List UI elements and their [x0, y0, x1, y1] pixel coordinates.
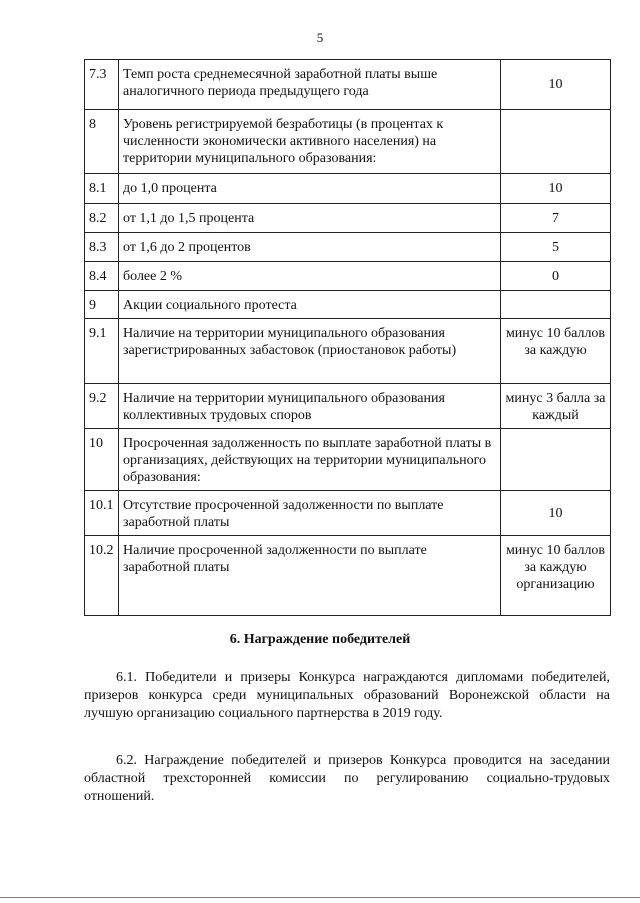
- row-number-cell: 9.1: [85, 319, 119, 384]
- row-number-cell: 8.1: [85, 174, 119, 204]
- row-description-cell: Просроченная задолженность по выплате заработной платы в организациях, действующих на территории муниципального образования:: [119, 429, 501, 491]
- paragraph-6-1: 6.1. Победители и призеры Конкурса награждаются дипломами победителей, призеров конкурса среди муниципальных образований Воронежской области на лучшую организацию социального партнерства в 2019 году.: [84, 670, 610, 721]
- row-number-cell: 9.2: [85, 384, 119, 429]
- table-row: [85, 291, 611, 319]
- row-score-cell: минус 10 баллов за каждую: [501, 319, 611, 384]
- row-description-cell: Наличие на территории муниципального образования зарегистрированных забастовок (приостановок работы): [119, 319, 501, 384]
- table-row: [85, 204, 611, 233]
- row-description-cell: Уровень регистрируемой безработицы (в процентах к численности экономически активного населения) на территории муниципального образования:: [119, 110, 501, 174]
- row-description-cell: от 1,6 до 2 процентов: [119, 233, 501, 262]
- row-score-cell: 10: [501, 174, 611, 204]
- criteria-table: [84, 59, 611, 616]
- row-description-cell: до 1,0 процента: [119, 174, 501, 204]
- row-number-cell: 10: [85, 429, 119, 491]
- row-score-cell: минус 10 баллов за каждую организацию: [501, 536, 611, 616]
- table-row: [85, 174, 611, 204]
- row-score-cell: 7: [501, 204, 611, 233]
- table-row: [85, 60, 611, 110]
- row-number-cell: 10.2: [85, 536, 119, 616]
- row-number-cell: 8.4: [85, 262, 119, 291]
- table-row: [85, 319, 611, 384]
- table-row: [85, 233, 611, 262]
- table-row: [85, 536, 611, 616]
- page-number: 5: [316, 30, 324, 45]
- row-score-cell: 10: [501, 60, 611, 110]
- row-description-cell: Темп роста среднемесячной заработной платы выше аналогичного периода предыдущего года: [119, 60, 501, 110]
- row-score-cell: [501, 110, 611, 174]
- row-score-cell: 10: [501, 491, 611, 536]
- row-description-cell: более 2 %: [119, 262, 501, 291]
- row-number-cell: 8.3: [85, 233, 119, 262]
- row-number-cell: 7.3: [85, 60, 119, 110]
- table-row: [85, 110, 611, 174]
- table-row: [85, 429, 611, 491]
- criteria-table-body: [85, 60, 611, 616]
- row-description-cell: Акции социального протеста: [119, 291, 501, 319]
- row-description-cell: Наличие просроченной задолженности по выплате заработной платы: [119, 536, 501, 616]
- table-row: [85, 384, 611, 429]
- page-bottom-divider: [0, 897, 640, 898]
- row-score-cell: 0: [501, 262, 611, 291]
- row-score-cell: 5: [501, 233, 611, 262]
- row-number-cell: 10.1: [85, 491, 119, 536]
- row-number-cell: 8: [85, 110, 119, 174]
- paragraph-6-2: 6.2. Награждение победителей и призеров Конкурса проводится на заседании областной трехсторонней комиссии по регулированию социально-трудовых отношений.: [84, 753, 610, 804]
- section-heading: 6. Награждение победителей: [229, 632, 411, 647]
- row-number-cell: 9: [85, 291, 119, 319]
- row-description-cell: Наличие на территории муниципального образования коллективных трудовых споров: [119, 384, 501, 429]
- row-score-cell: [501, 291, 611, 319]
- row-score-cell: [501, 429, 611, 491]
- row-score-cell: минус 3 балла за каждый: [501, 384, 611, 429]
- table-row: [85, 262, 611, 291]
- row-description-cell: от 1,1 до 1,5 процента: [119, 204, 501, 233]
- table-row: [85, 491, 611, 536]
- row-description-cell: Отсутствие просроченной задолженности по выплате заработной платы: [119, 491, 501, 536]
- row-number-cell: 8.2: [85, 204, 119, 233]
